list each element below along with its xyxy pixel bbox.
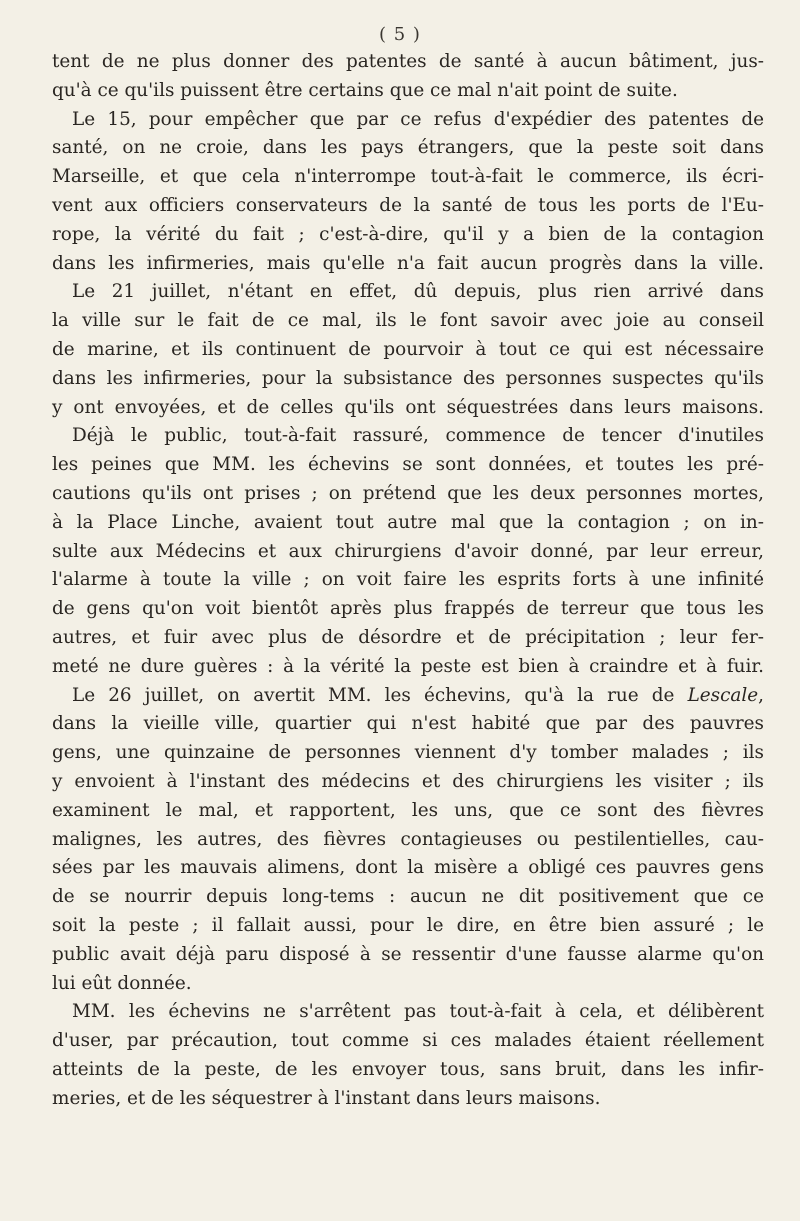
- text-line: d'user, par précaution, tout comme si ces malades étaient réellement: [52, 1030, 764, 1052]
- text-line: Déjà le public, tout-à-fait rassuré, commence de tencer d'inutiles: [72, 425, 764, 447]
- text-line: sulte aux Médecins et aux chirurgiens d'avoir donné, par leur erreur,: [52, 540, 764, 562]
- text-line: malignes, les autres, des fièvres contagieuses ou pestilentielles, cau-: [52, 828, 764, 850]
- text-line: de marine, et ils continuent de pourvoir à tout ce qui est nécessaire: [52, 338, 764, 360]
- text-line: cautions qu'ils ont prises ; on prétend que les deux personnes mortes,: [52, 482, 764, 504]
- text-line: de se nourrir depuis long-tems : aucun ne dit positivement que ce: [52, 886, 764, 908]
- text-line: à la Place Linche, avaient tout autre mal que la contagion ; on in-: [52, 511, 764, 533]
- text-line: les peines que MM. les échevins se sont données, et toutes les pré-: [52, 454, 764, 476]
- text-line: de gens qu'on voit bientôt après plus frappés de terreur que tous les: [52, 598, 764, 620]
- text-line: dans la vieille ville, quartier qui n'est habité que par des pauvres: [52, 713, 764, 735]
- text-line: lui eût donnée.: [52, 972, 192, 994]
- text-line: gens, une quinzaine de personnes viennent d'y tomber malades ; ils: [52, 742, 764, 764]
- text-fragment: ,: [758, 684, 764, 706]
- text-line: soit la peste ; il fallait aussi, pour le dire, en être bien assuré ; le: [52, 914, 764, 936]
- text-line: atteints de la peste, de les envoyer tous, sans bruit, dans les infir-: [52, 1058, 764, 1080]
- text-line: l'alarme à toute la ville ; on voit faire les esprits forts à une infinité: [52, 569, 764, 591]
- text-fragment: Le 26 juillet, on avertit MM. les échevins, qu'à la rue de: [72, 684, 688, 706]
- text-line: rope, la vérité du fait ; c'est-à-dire, qu'il y a bien de la contagion: [52, 223, 764, 245]
- text-line: meries, et de les séquestrer à l'instant dans leurs maisons.: [52, 1087, 601, 1109]
- text-line: MM. les échevins ne s'arrêtent pas tout-à-fait à cela, et délibèrent: [72, 1001, 764, 1023]
- text-line: public avait déjà paru disposé à se ressentir d'une fausse alarme qu'on: [52, 943, 764, 965]
- body-text: [52, 48, 764, 1113]
- text-line: santé, on ne croie, dans les pays étrangers, que la peste soit dans: [52, 137, 764, 159]
- page-number: ( 5 ): [379, 24, 421, 45]
- text-line: [52, 682, 764, 711]
- text-line: qu'à ce qu'ils puissent être certains que ce mal n'ait point de suite.: [52, 79, 678, 101]
- text-line: y ont envoyées, et de celles qu'ils ont séquestrées dans leurs maisons.: [52, 396, 764, 418]
- text-line: meté ne dure guères : à la vérité la peste est bien à craindre et à fuir.: [52, 655, 764, 677]
- text-line: sées par les mauvais alimens, dont la misère a obligé ces pauvres gens: [52, 857, 764, 879]
- text-line: Le 21 juillet, n'étant en effet, dû depuis, plus rien arrivé dans: [72, 281, 764, 303]
- text-line: tent de ne plus donner des patentes de santé à aucun bâtiment, jus-: [52, 51, 764, 72]
- text-line: y envoient à l'instant des médecins et des chirurgiens les visiter ; ils: [52, 770, 764, 792]
- text-line: vent aux officiers conservateurs de la santé de tous les ports de l'Eu-: [52, 194, 764, 216]
- text-line: dans les infirmeries, pour la subsistance des personnes suspectes qu'ils: [52, 367, 764, 389]
- text-line: Marseille, et que cela n'interrompe tout-à-fait le commerce, ils écri-: [52, 166, 764, 188]
- text-line: dans les infirmeries, mais qu'elle n'a fait aucun progrès dans la ville.: [52, 252, 764, 274]
- text-line: autres, et fuir avec plus de désordre et de précipitation ; leur fer-: [52, 626, 764, 648]
- text-line: examinent le mal, et rapportent, les uns, que ce sont des fièvres: [52, 799, 764, 821]
- street-name: Lescale: [687, 684, 759, 706]
- text-line: la ville sur le fait de ce mal, ils le font savoir avec joie au conseil: [52, 310, 764, 332]
- text-line: Le 15, pour empêcher que par ce refus d'expédier des patentes de: [72, 108, 764, 130]
